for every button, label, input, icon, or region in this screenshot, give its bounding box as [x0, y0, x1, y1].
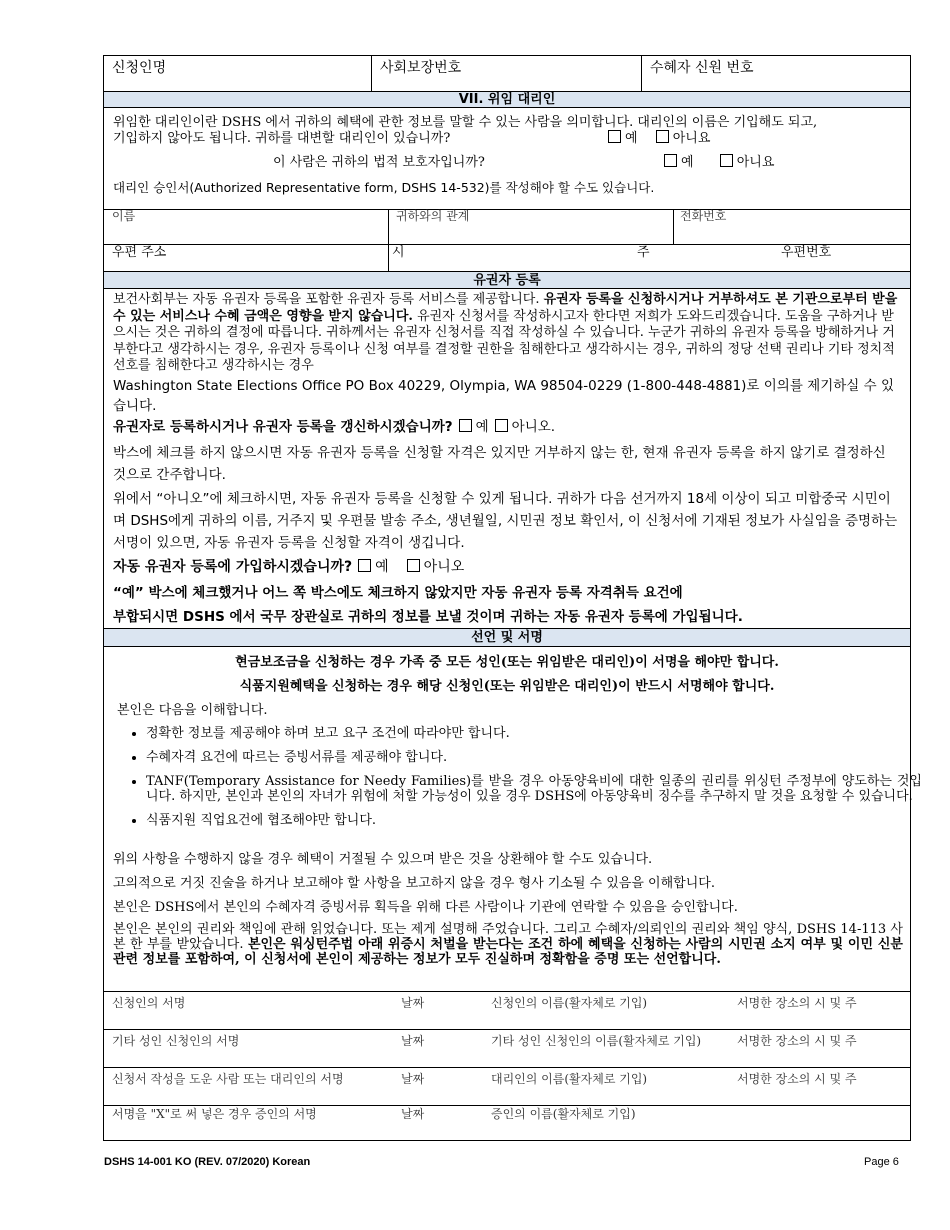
auto-register-no-checkbox[interactable] — [407, 559, 420, 572]
ssn-field[interactable]: 사회보장번호 — [380, 60, 462, 76]
statement-authorization: 본인은 DSHS에서 본인의 수혜자격 증빙서류 획득을 위해 다른 사람이나 기관에 연락할 수 있음을 승인합니다. — [113, 900, 738, 915]
divider — [673, 209, 674, 244]
applicant-name-field[interactable]: 신청인명 — [112, 60, 167, 76]
rep-state-field[interactable]: 주 — [637, 245, 650, 260]
cash-signature-note: 현금보조금을 신청하는 경우 가족 중 모든 성인(또는 위임받은 대리인)이 서명을 해야만 합니다. — [235, 655, 779, 670]
statement-denial: 위의 사항을 수행하지 않을 경우 혜택이 거절될 수 있으며 받은 것을 상환해야 할 수도 있습니다. — [113, 852, 653, 867]
register-question: 유권자로 등록하시거나 유권자 등록을 갱신하시겠습니까? 예 아니오. — [113, 419, 556, 435]
form-frame — [103, 55, 922, 1141]
other-adult-date-field[interactable]: 날짜 — [401, 1034, 425, 1048]
witness-signature-field[interactable]: 서명을 "X"로 써 넣은 경우 증인의 서명 — [112, 1107, 317, 1121]
rep-name-field[interactable]: 이름 — [112, 209, 136, 223]
voter-contact-address: Washington State Elections Office PO Box 40229, Olympia, WA 98504-0229 (1-800-448-4881)로 이의를 제기하실 수 있습니다. — [113, 378, 895, 414]
divider — [641, 56, 642, 91]
rep-zip-field[interactable]: 우편번호 — [781, 245, 832, 260]
voter-intro-paragraph: 보건사회부는 자동 유권자 등록을 포함한 유권자 등록 서비스를 제공합니다. 유권자 등록을 신청하시거나 거부하셔도 본 기관으로부터 받을 수 있는 서비스나 수혜 금액은 영향을 받지 않습니다. 유권자 신청서를 작성하시고자 한다면 저희가 도와드리겠습니다. 도움을 구하거나 받으시는 것은 귀하의 결정에 따릅니다. 귀하께서는 유권자 신청서를 직접 작성하실 수 있습니다. 누군가 귀하의 유권자 등록을 방해하거나 거부한다고 생각하시는 경우, 유권자 등록이나 신청 여부를 결정할 권한을 침해한다고 생각하시는 경우, 귀하의 정당 선택 권리나 기타 정치적 선호를 침해한다고 생각하시는 경우 — [113, 292, 898, 373]
divider — [104, 991, 910, 992]
helper-sign-place-field[interactable]: 서명한 장소의 시 및 주 — [737, 1072, 857, 1086]
divider — [371, 56, 372, 91]
section-title-declaration: 선언 및 서명 — [104, 628, 910, 647]
guardian-choice: 예 아니요 — [658, 154, 774, 171]
auto-register-question: 자동 유권자 등록에 가입하시겠습니까? 예 아니오 — [113, 559, 465, 575]
auto-register-notice-line1: “예” 박스에 체크했거나 어느 쪽 박스에도 체크하지 않았지만 자동 유권자 등록 자격취득 요건에 — [113, 585, 683, 601]
guardian-yes-checkbox[interactable] — [664, 154, 677, 167]
rep-relationship-field[interactable]: 귀하와의 관계 — [396, 209, 470, 223]
section-title-voter-registration: 유권자 등록 — [104, 271, 910, 289]
witness-printed-name-field[interactable]: 증인의 이름(활자체로 기입) — [491, 1107, 636, 1121]
rep-mail-address-field[interactable]: 우편 주소 — [112, 245, 167, 260]
form-id-footer: DSHS 14-001 KO (REV. 07/2020) Korean — [104, 1156, 311, 1168]
rep-city-field[interactable]: 시 — [392, 245, 405, 260]
divider — [104, 1067, 910, 1068]
auth-rep-intro-line2: 기입하지 않아도 됩니다. 귀하를 대변할 대리인이 있습니까? — [113, 131, 451, 146]
voter-auto-eligibility-paragraph: 위에서 “아니오”에 체크하시면, 자동 유권자 등록을 신청할 수 있게 됩니다. 귀하가 다음 선거까지 18세 이상이 되고 미합중국 시민이며 DSHS에게 귀하의 이름, 거주지 및 우편물 발송 주소, 생년월일, 시민권 정보 확인서, 이 신청서에 기재된 정보가 사실임을 증명하는 서명이 있으면, 자동 유권자 등록을 신청할 자격이 생깁니다. — [113, 491, 898, 551]
divider — [104, 1029, 910, 1030]
voter-no-check-paragraph: 박스에 체크를 하지 않으시면 자동 유권자 등록을 신청할 자격은 있지만 거부하지 않는 한, 현재 유권자 등록을 하지 않기로 결정하신 것으로 간주합니다. — [113, 445, 886, 483]
statement-certification: 본인은 본인의 권리와 책임에 관해 읽었습니다. 또는 제게 설명해 주었습니다. 그리고 수혜자/의뢰인의 권리와 책임 양식, DSHS 14-113 사본 한 부를 받았습니다. 본인은 워싱턴주법 아래 위증시 처벌을 받는다는 조건 하에 혜택을 신청하는 사람의 시민권 소지 여부 및 이민 신분 관련 정보를 포함하여, 이 신청서에 본인이 제공하는 정보가 모두 진실하며 정확함을 증명 또는 선언합니다. — [113, 922, 903, 967]
guardian-no-checkbox[interactable] — [720, 154, 733, 167]
rep-phone-field[interactable]: 전화번호 — [680, 209, 727, 223]
has-rep-yes-checkbox[interactable] — [608, 130, 621, 143]
auto-register-yes-checkbox[interactable] — [358, 559, 371, 572]
understand-heading: 본인은 다음을 이해합니다. — [117, 703, 268, 718]
list-item: • 식품지원 직업요건에 협조해야만 합니다. — [146, 813, 922, 828]
list-item: • 정확한 정보를 제공해야 하며 보고 요구 조건에 따라야만 합니다. — [146, 726, 922, 741]
helper-date-field[interactable]: 날짜 — [401, 1072, 425, 1086]
food-signature-note: 식품지원혜택을 신청하는 경우 해당 신청인(또는 위임받은 대리인)이 반드시 서명해야 합니다. — [239, 679, 775, 694]
obligations-list — [128, 726, 922, 837]
statement-prosecution: 고의적으로 거짓 진술을 하거나 보고해야 할 사항을 보고하지 않을 경우 형사 기소될 수 있음을 이해합니다. — [113, 876, 715, 891]
other-adult-sign-place-field[interactable]: 서명한 장소의 시 및 주 — [737, 1034, 857, 1048]
other-adult-signature-field[interactable]: 기타 성인 신청인의 서명 — [112, 1034, 240, 1048]
auto-register-notice-line2: 부합되시면 DSHS 에서 국무 장관실로 귀하의 정보를 보낼 것이며 귀하는 자동 유권자 등록에 가입됩니다. — [113, 609, 743, 625]
applicant-date-field[interactable]: 날짜 — [401, 996, 425, 1010]
list-item: • TANF(Temporary Assistance for Needy Families)를 받을 경우 아동양육비에 대한 일종의 권리를 위싱턴 주정부에 양도하는 것입니다. 하지만, 본인과 본인의 자녀가 위험에 처할 가능성이 있을 경우 DSHS에 아동양육비 징수를 추구하지 말 것을 요청할 수 있습니다. — [146, 774, 922, 804]
applicant-signature-field[interactable]: 신청인의 서명 — [112, 996, 186, 1010]
has-rep-no-checkbox[interactable] — [656, 130, 669, 143]
auth-rep-intro-line1: 위임한 대리인이란 DSHS 에서 귀하의 혜택에 관한 정보를 말할 수 있는 사람을 의미합니다. 대리인의 이름은 기입해도 되고, — [113, 115, 818, 130]
list-item: • 수혜자격 요건에 따르는 증빙서류를 제공해야 합니다. — [146, 750, 922, 765]
guardian-question: 이 사람은 귀하의 법적 보호자입니까? — [273, 155, 485, 170]
applicant-sign-place-field[interactable]: 서명한 장소의 시 및 주 — [737, 996, 857, 1010]
other-adult-printed-name-field[interactable]: 기타 성인 신청인의 이름(활자체로 기입) — [491, 1034, 702, 1048]
divider — [104, 209, 910, 210]
client-id-field[interactable]: 수혜자 신원 번호 — [650, 60, 754, 76]
register-no-checkbox[interactable] — [495, 419, 508, 432]
auth-rep-form-note: 대리인 승인서(Authorized Representative form, DSHS 14-532)를 작성해야 할 수도 있습니다. — [113, 180, 655, 195]
applicant-printed-name-field[interactable]: 신청인의 이름(활자체로 기입) — [491, 996, 648, 1010]
divider — [388, 209, 389, 271]
has-rep-choice: 예 아니요 — [602, 130, 710, 147]
witness-date-field[interactable]: 날짜 — [401, 1107, 425, 1121]
helper-signature-field[interactable]: 신청서 작성을 도운 사람 또는 대리인의 서명 — [112, 1072, 344, 1086]
helper-printed-name-field[interactable]: 대리인의 이름(활자체로 기입) — [491, 1072, 648, 1086]
register-yes-checkbox[interactable] — [459, 419, 472, 432]
page-number: Page 6 — [864, 1156, 899, 1168]
section-title-authorized-rep: VII. 위임 대리인 — [104, 91, 910, 108]
